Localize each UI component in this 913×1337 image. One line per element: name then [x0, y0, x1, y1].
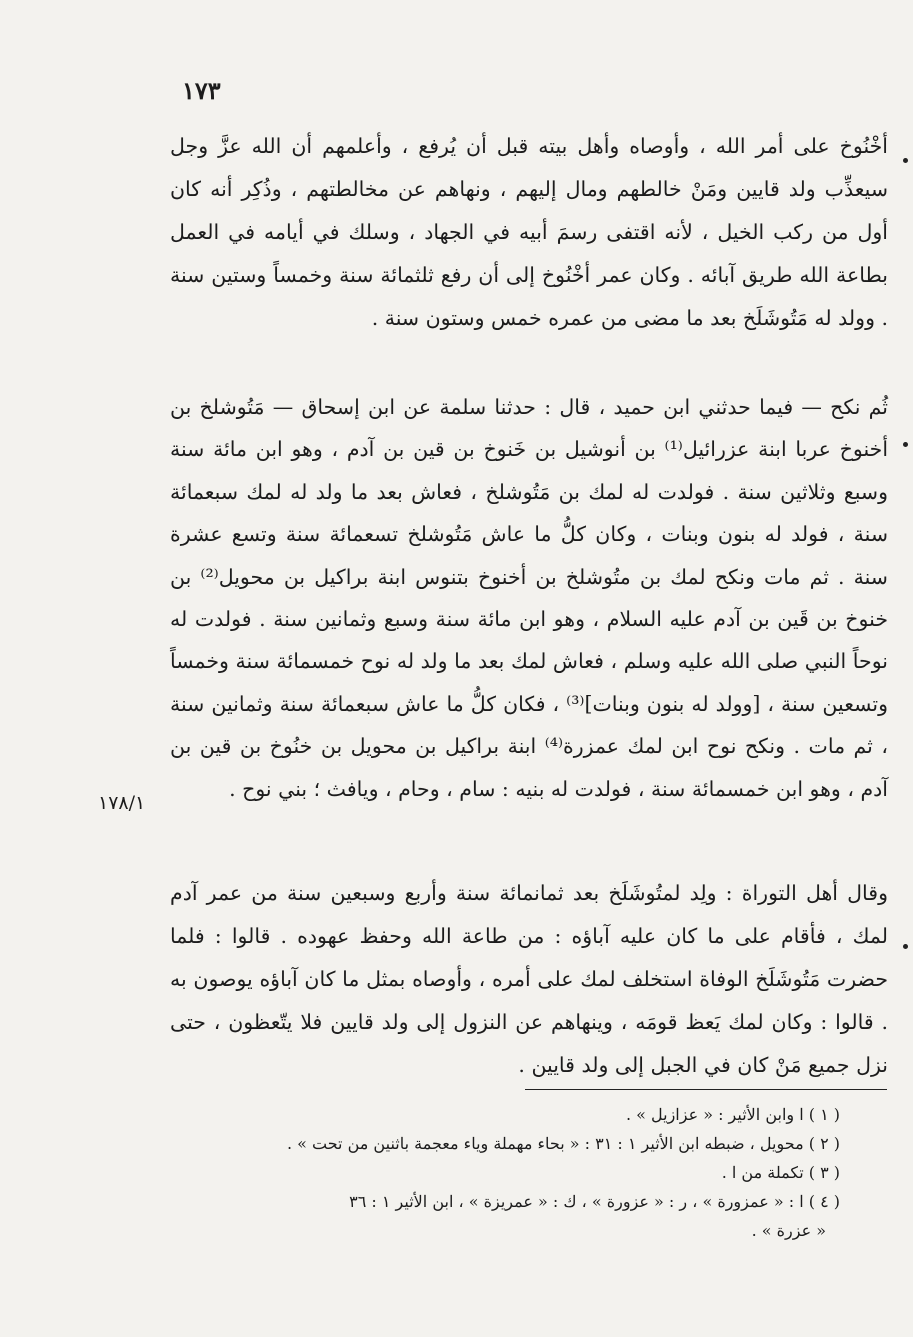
paragraph-2 [170, 386, 888, 810]
footnote-2: ( ٢ ) محويل ، ضبطه ابن الأثير ١ : ٣١ : « بحاء مهملة وياء معجمة باثنين من تحت » . [286, 1134, 840, 1153]
scan-mark [903, 158, 908, 163]
footnotes [200, 1100, 840, 1245]
margin-reference: ١٧٨/١ [98, 792, 146, 814]
footnote-4: ( ٤ ) ا : « عمزورة » ، ر : « عزورة » ، ك : « عمريزة » ، ابن الأثير ١ : ٣٦ [349, 1192, 840, 1211]
paragraph-1 [170, 125, 888, 340]
paragraph-text: ثُم نكح — فيما حدثني ابن حميد ، قال : حدثنا سلمة عن ابن إسحاق — مَتُوشلخ بن أخنوخ عربا ابنة عزرائيل⁽¹⁾ بن أنوشيل بن خَنوخ بن قين بن آدم ، وهو ابن مائة سنة وسبع وثلاثين سنة . فولدت له لمك بن مَتُوشلخ ، فعاش بعد ما ولد له لمك سبعمائة سنة ، فولد له بنون وبنات ، وكان كلُّ ما عاش مَتُوشلخ تسعمائة سنة وتسع عشرة سنة . ثم مات ونكح لمك بن متُوشلخ بن أخنوخ بتنوس ابنة براكيل بن محويل⁽²⁾ بن خنوخ بن قَين بن آدم عليه السلام ، وهو ابن مائة سنة وسبع وثمانين سنة . فولدت له نوحاً النبي صلى الله عليه وسلم ، فعاش لمك بعد ما ولد له نوح خمسمائة سنة وخمساً وتسعين سنة ، [وولد له بنون وبنات]⁽³⁾ ، فكان كلُّ ما عاش سبعمائة سنة وثمانين سنة ، ثم مات . ونكح نوح ابن لمك عمزرة⁽⁴⁾ ابنة براكيل بن محويل بن خنُوخ بن قين بن آدم ، وهو ابن خمسمائة سنة ، فولدت له بنيه : سام ، وحام ، ويافث ؛ بني نوح . [170, 395, 889, 801]
paragraph-text: وقال أهل التوراة : ولِد لمتُوشَلَخ بعد ثمانمائة سنة وأربع وسبعين سنة من عمر آدم لمك ، فأقام على ما كان عليه آباؤه : من طاعة الله وحفظ عهوده . قالوا : فلما حضرت مَتُوشَلَخ الوفاة استخلف لمك على أمره ، وأوصاه بمثل ما كان آباؤه يوصون به . قالوا : وكان لمك يَعظ قومَه ، وينهاهم عن النزول إلى ولد قايين فلا يتّعظون ، حتى نزل جميع مَنْ كان في الجبل إلى ولد قايين . [170, 881, 888, 1077]
page-number: ١٧٣ [182, 76, 221, 105]
footnote-divider [525, 1089, 887, 1090]
footnote-1: ( ١ ) ا وابن الأثير : « عزازيل » . [625, 1105, 840, 1124]
scan-mark [903, 442, 908, 447]
scan-mark [903, 944, 908, 949]
footnote-3: ( ٣ ) تكملة من ا . [721, 1163, 840, 1182]
footnote-4-continuation: « عزرة » . [751, 1221, 826, 1240]
paragraph-text: أخْنُوخ على أمر الله ، وأوصاه وأهل بيته قبل أن يُرفع ، وأعلمهم أن الله عزَّ وجل سيعذِّب ولد قايين ومَنْ خالطهم ومال إليهم ، ونهاهم عن مخالطتهم ، وذُكِر أنه كان أول من ركب الخيل ، لأنه اقتفى رسمَ أبيه في الجهاد ، وسلك في أيامه في العمل بطاعة الله طريق آبائه . وكان عمر أخْنُوخ إلى أن رفع ثلثمائة سنة وخمساً وستين سنة . وولد له مَتُوشَلَخ بعد ما مضى من عمره خمس وستون سنة . [170, 134, 888, 330]
paragraph-3 [170, 872, 888, 1087]
